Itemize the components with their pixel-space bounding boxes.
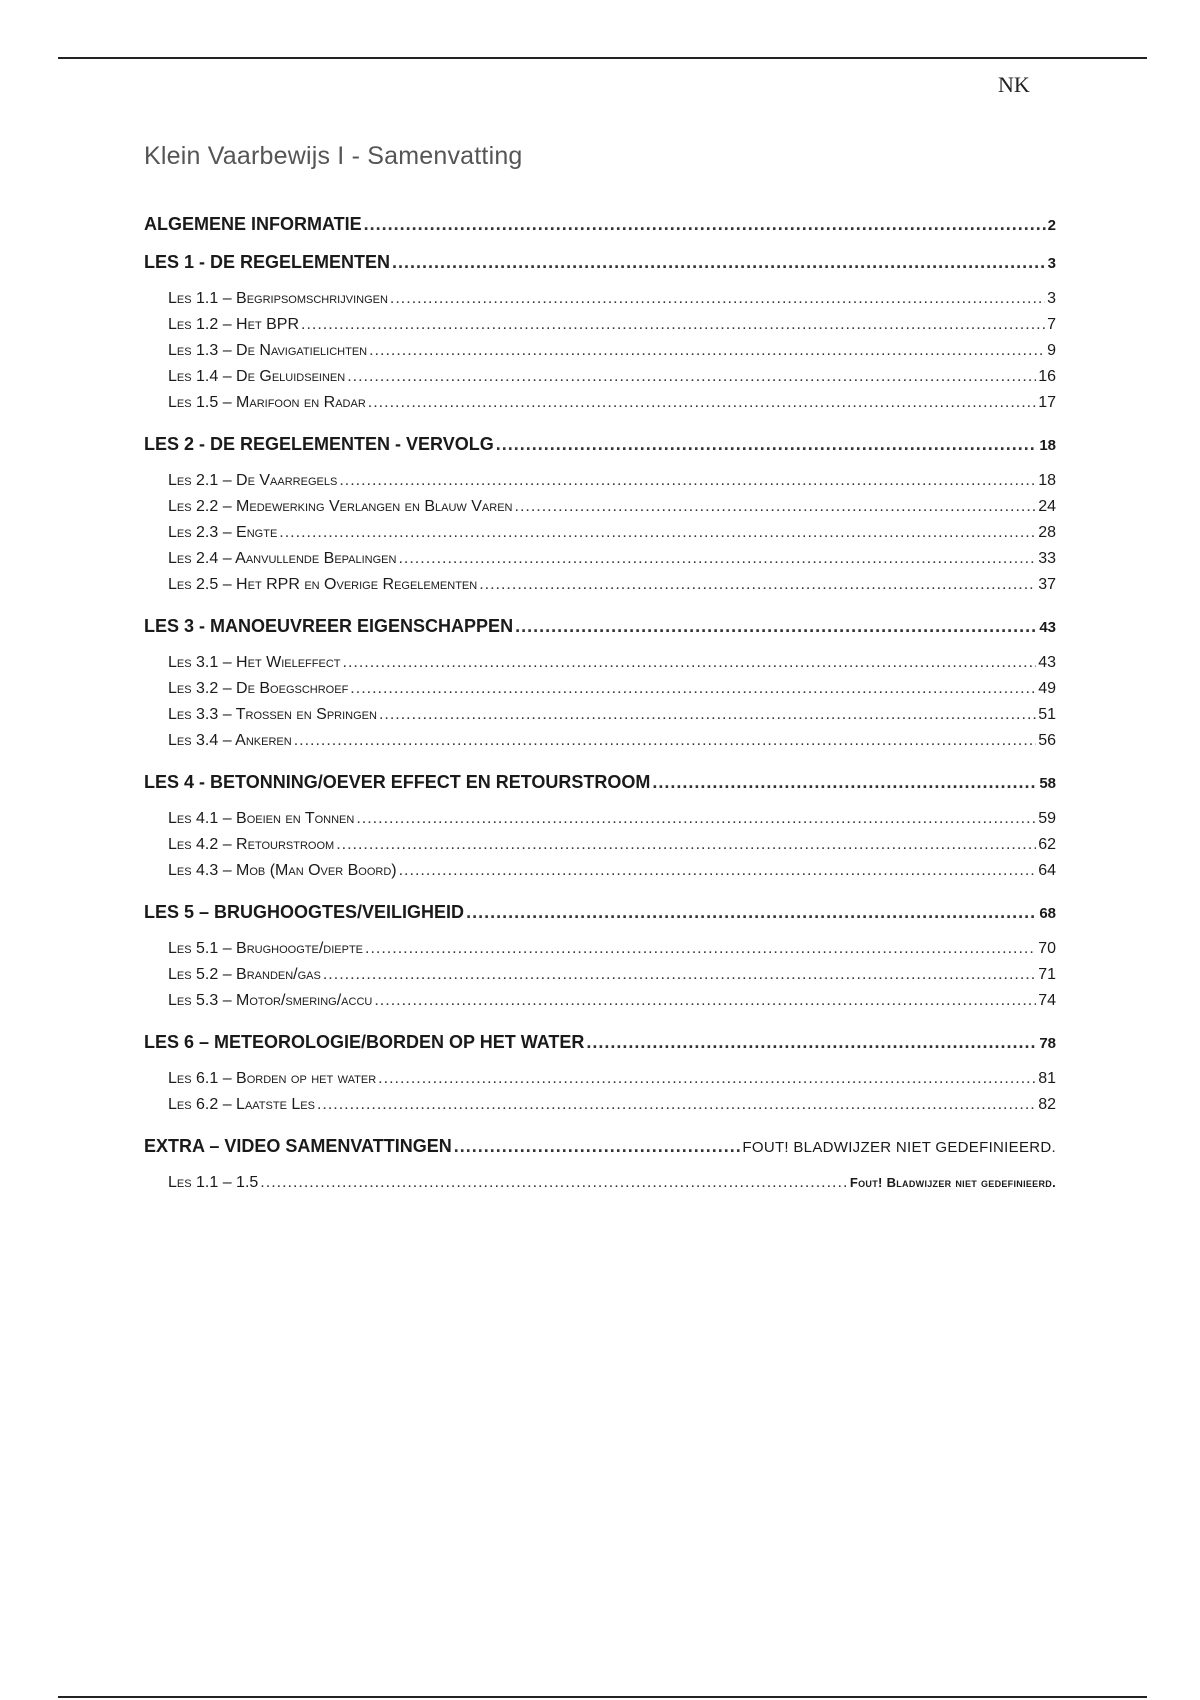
header-rule (58, 57, 1147, 59)
toc-entry-label: Les 2.5 – Het RPR en Overige Regelementen (168, 576, 478, 593)
toc-entry-page-number: 51 (1038, 706, 1056, 723)
dot-leader (652, 772, 1037, 793)
toc-entry-page-number: 43 (1038, 654, 1056, 671)
toc-entry-label: LES 4 - BETONNING/OEVER EFFECT EN RETOURSTROOM (144, 772, 651, 792)
toc-subentry[interactable] (144, 940, 1056, 966)
dot-leader (350, 680, 1036, 698)
toc-subentry[interactable] (144, 706, 1056, 732)
toc-subentry[interactable] (144, 316, 1056, 342)
dot-leader (496, 434, 1038, 455)
toc-subentry[interactable] (144, 524, 1056, 550)
toc-entry-label: Les 3.2 – De Boegschroef (168, 680, 349, 697)
toc-entry-page-number: 81 (1038, 1070, 1056, 1087)
dot-leader (317, 1096, 1036, 1114)
toc-entry-label: EXTRA – VIDEO SAMENVATTINGEN (144, 1136, 452, 1156)
toc-entry-page-number: 37 (1038, 576, 1056, 593)
toc-entry-page-number: 17 (1038, 394, 1056, 411)
toc-entry-page-number: 43 (1039, 619, 1056, 636)
toc-entry-label: LES 2 - DE REGELEMENTEN - VERVOLG (144, 434, 494, 454)
toc-entry-page-number: FOUT! BLADWIJZER NIET GEDEFINIEERD. (742, 1139, 1056, 1156)
toc-entry-page-number: 18 (1039, 437, 1056, 454)
footer-rule (58, 1696, 1147, 1698)
dot-leader (390, 290, 1045, 308)
dot-leader (479, 576, 1036, 594)
dot-leader (294, 732, 1037, 750)
toc-entry-label: LES 6 – METEOROLOGIE/BORDEN OP HET WATER (144, 1032, 585, 1052)
toc-entry-label: Les 2.4 – Aanvullende Bepalingen (168, 550, 397, 567)
toc-entry-label: Les 1.1 – Begripsomschrijvingen (168, 290, 388, 307)
dot-leader (260, 1174, 848, 1192)
toc-heading-entry[interactable] (144, 214, 1056, 238)
toc-subentry[interactable] (144, 550, 1056, 576)
toc-entry-label: LES 5 – BRUGHOOGTES/VEILIGHEID (144, 902, 465, 922)
toc-subentry[interactable] (144, 342, 1056, 368)
dot-leader (398, 550, 1036, 568)
toc-entry-label: Les 1.3 – De Navigatielichten (168, 342, 368, 359)
toc-heading-entry[interactable] (144, 1136, 1056, 1160)
toc-subentry[interactable] (144, 654, 1056, 680)
toc-entry-page-number: 2 (1047, 217, 1056, 234)
toc-entry-page-number: 74 (1038, 992, 1056, 1009)
toc-subentry[interactable] (144, 862, 1056, 888)
toc-entry-page-number: 33 (1038, 550, 1056, 567)
dot-leader (399, 862, 1037, 880)
toc-entry-label: Les 3.3 – Trossen en Springen (168, 706, 377, 723)
toc-entry-page-number: 71 (1038, 966, 1056, 983)
toc-entry-page-number: 28 (1038, 524, 1056, 541)
toc-subentry[interactable] (144, 680, 1056, 706)
toc-entry-label: Les 1.1 – 1.5 (168, 1174, 259, 1191)
toc-entry-label: Les 2.2 – Medewerking Verlangen en Blauw Varen (168, 498, 513, 515)
toc-heading-entry[interactable] (144, 772, 1056, 796)
dot-leader (364, 214, 1046, 235)
toc-entry-label: Les 1.5 – Marifoon en Radar (168, 394, 366, 411)
dot-leader (343, 654, 1037, 672)
toc-subentry[interactable] (144, 810, 1056, 836)
toc-subentry[interactable] (144, 290, 1056, 316)
toc-entry-label: Les 3.1 – Het Wieleffect (168, 654, 341, 671)
toc-entry-label: Les 6.2 – Laatste Les (168, 1096, 315, 1113)
dot-leader (586, 1032, 1037, 1053)
dot-leader (466, 902, 1037, 923)
toc-entry-label: Les 5.2 – Branden/gas (168, 966, 321, 983)
toc-entry-page-number: 49 (1038, 680, 1056, 697)
toc-entry-label: Les 1.4 – De Geluidseinen (168, 368, 346, 385)
toc-subentry[interactable] (144, 992, 1056, 1018)
toc-heading-entry[interactable] (144, 1032, 1056, 1056)
toc-entry-page-number: 59 (1038, 810, 1056, 827)
toc-subentry[interactable] (144, 368, 1056, 394)
toc-entry-page-number: 3 (1047, 290, 1056, 307)
dot-leader (368, 394, 1036, 412)
author-initials: NK (998, 72, 1030, 97)
dot-leader (454, 1136, 741, 1157)
toc-subentry[interactable] (144, 1070, 1056, 1096)
dot-leader (339, 472, 1036, 490)
toc-subentry[interactable] (144, 1096, 1056, 1122)
toc-entry-label: Les 5.1 – Brughoogte/diepte (168, 940, 364, 957)
toc-entry-label: Les 4.2 – Retourstroom (168, 836, 335, 853)
toc-entry-page-number: 9 (1047, 342, 1056, 359)
toc-subentry[interactable] (144, 576, 1056, 602)
toc-subentry[interactable] (144, 498, 1056, 524)
toc-entry-page-number: 78 (1039, 1035, 1056, 1052)
toc-entry-page-number: 68 (1039, 905, 1056, 922)
toc-entry-label: ALGEMENE INFORMATIE (144, 214, 362, 234)
dot-leader (323, 966, 1036, 984)
toc-entry-page-number: 24 (1038, 498, 1056, 515)
dot-leader (379, 706, 1036, 724)
toc-entry-page-number: 56 (1038, 732, 1056, 749)
document-title: Klein Vaarbewijs I - Samenvatting (144, 142, 523, 170)
toc-heading-entry[interactable] (144, 616, 1056, 640)
toc-entry-label: Les 4.3 – Mob (Man Over Boord) (168, 862, 397, 879)
toc-entry-label: Les 3.4 – Ankeren (168, 732, 292, 749)
toc-entry-label: LES 3 - MANOEUVREER EIGENSCHAPPEN (144, 616, 514, 636)
toc-entry-page-number: 58 (1039, 775, 1056, 792)
toc-entry-page-number: 62 (1038, 836, 1056, 853)
toc-entry-page-number: 7 (1047, 316, 1056, 333)
toc-entry-label: Les 1.2 – Het BPR (168, 316, 300, 333)
dot-leader (356, 810, 1036, 828)
toc-subentry[interactable] (144, 394, 1056, 420)
toc-entry-page-number: 70 (1038, 940, 1056, 957)
dot-leader (392, 252, 1046, 273)
dot-leader (515, 616, 1037, 637)
toc-entry-label: LES 1 - DE REGELEMENTEN (144, 252, 391, 272)
toc-entry-label: Les 2.1 – De Vaarregels (168, 472, 338, 489)
toc-entry-label: Les 4.1 – Boeien en Tonnen (168, 810, 355, 827)
toc-subentry[interactable] (144, 836, 1056, 862)
toc-entry-page-number: 3 (1047, 255, 1056, 272)
toc-entry-page-number: 64 (1038, 862, 1056, 879)
table-of-contents (144, 214, 1056, 1200)
toc-entry-page-number: 18 (1038, 472, 1056, 489)
toc-subentry[interactable] (144, 472, 1056, 498)
dot-leader (365, 940, 1036, 958)
dot-leader (378, 1070, 1036, 1088)
dot-leader (515, 498, 1037, 516)
toc-heading-entry[interactable] (144, 252, 1056, 276)
toc-heading-entry[interactable] (144, 902, 1056, 926)
toc-entry-label: Les 6.1 – Borden op het water (168, 1070, 377, 1087)
toc-entry-page-number: 82 (1038, 1096, 1056, 1113)
toc-entry-label: Les 2.3 – Engte (168, 524, 278, 541)
toc-entry-page-number: Fout! Bladwijzer niet gedefinieerd. (849, 1175, 1056, 1190)
toc-subentry[interactable] (144, 732, 1056, 758)
toc-subentry[interactable] (144, 966, 1056, 992)
dot-leader (374, 992, 1036, 1010)
dot-leader (279, 524, 1036, 542)
toc-entry-label: Les 5.3 – Motor/smering/accu (168, 992, 373, 1009)
toc-entry-page-number: 16 (1038, 368, 1056, 385)
dot-leader (336, 836, 1036, 854)
dot-leader (369, 342, 1045, 360)
toc-heading-entry[interactable] (144, 434, 1056, 458)
dot-leader (301, 316, 1045, 334)
dot-leader (347, 368, 1036, 386)
toc-subentry[interactable] (144, 1174, 1056, 1200)
